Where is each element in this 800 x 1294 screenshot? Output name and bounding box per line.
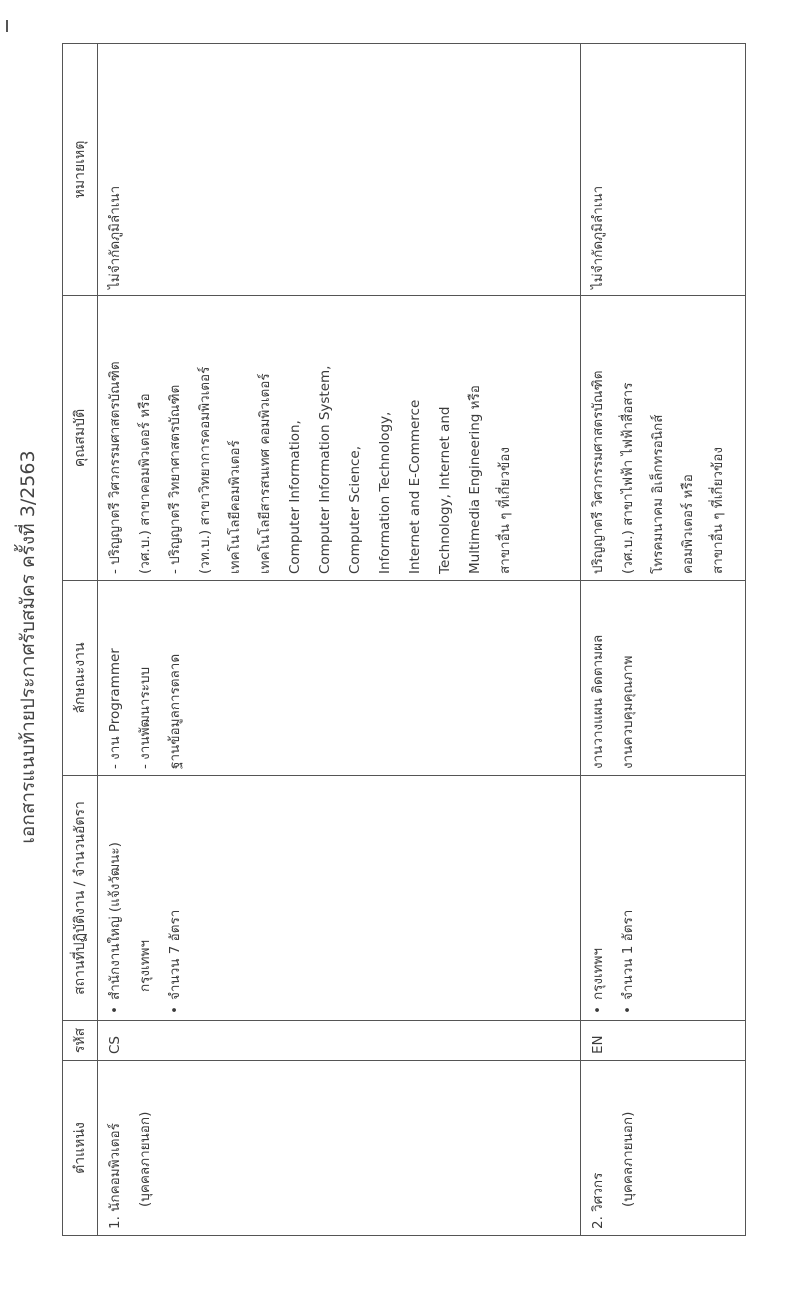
remark-cell (98, 44, 581, 296)
position-title: 2. วิศวกร (590, 1172, 606, 1229)
location-city: • กรุงเทพฯ (583, 782, 613, 1014)
job-cell (581, 581, 746, 776)
qualification-line: (วศ.บ.) สาขาไฟฟ้า ไฟฟ้าสื่อสาร (620, 382, 636, 574)
header-position: ตำแหน่ง (63, 1061, 98, 1236)
location-office: • สำนักงานใหญ่ (แจ้งวัฒนะ) (100, 782, 130, 1014)
qualification-line: (วศ.บ.) สาขาคอมพิวเตอร์ หรือ (137, 393, 153, 574)
qualification-line: เทคโนโลยีสารสนเทศ คอมพิวเตอร์ (257, 373, 273, 574)
remark-text: ไม่จำกัดภูมิลำเนา (107, 185, 123, 289)
job-line: ฐานข้อมูลการตลาด (167, 653, 183, 769)
qualification-line: Multimedia Engineering หรือ (467, 385, 483, 574)
qualification-line: Computer Science, (347, 445, 363, 574)
remark-cell (581, 44, 746, 296)
qualification-line: Information Technology, (377, 411, 393, 574)
header-location: สถานที่ปฏิบัติงาน / จำนวนอัตรา (63, 776, 98, 1021)
location-city: กรุงเทพฯ (137, 939, 153, 992)
header-qualification: คุณสมบัติ (63, 296, 98, 581)
announcement-table (62, 43, 746, 1236)
qualification-line: สาขาอื่น ๆ ที่เกี่ยวข้อง (497, 447, 513, 574)
qualification-line: โทรคมนาคม อิเล็กทรอนิกส์ (650, 414, 666, 574)
job-line: - งานพัฒนาระบบ (137, 666, 153, 769)
header-code: รหัส (63, 1021, 98, 1061)
table-header-row (63, 44, 98, 1236)
qualification-line: Internet and E-Commerce (407, 399, 423, 574)
position-count: • จำนวน 7 อัตรา (160, 782, 190, 1014)
location-cell (581, 776, 746, 1021)
location-cell (98, 776, 581, 1021)
remark-text: ไม่จำกัดภูมิลำเนา (590, 185, 606, 289)
job-line: - งาน Programmer (107, 648, 123, 769)
position-cell (98, 1061, 581, 1236)
job-line: งานควบคุมคุณภาพ (620, 655, 636, 769)
qualification-cell (98, 296, 581, 581)
qualification-line: - ปริญญาตรี วิศวกรรมศาสตรบัณฑิต (107, 361, 123, 574)
qualification-cell (581, 296, 746, 581)
position-title: 1. นักคอมพิวเตอร์ (107, 1123, 123, 1229)
job-cell (98, 581, 581, 776)
qualification-line: (วท.บ.) สาขาวิทยาการคอมพิวเตอร์ (197, 366, 213, 574)
position-count: • จำนวน 1 อัตรา (613, 782, 643, 1014)
code-cell (98, 1021, 581, 1061)
qualification-line: Technology, Internet and (437, 406, 453, 574)
qualification-line: - ปริญญาตรี วิทยาศาสตรบัณฑิต (167, 384, 183, 574)
position-type: (บุคคลภายนอก) (620, 1111, 636, 1207)
table-row (98, 44, 581, 1236)
position-code: CS (107, 1036, 123, 1054)
job-line: งานวางแผน ติดตามผล (590, 634, 606, 769)
qualification-line: เทคโนโลยีคอมพิวเตอร์ (227, 440, 243, 574)
position-type: (บุคคลภายนอก) (137, 1111, 153, 1207)
announcement-table-wrapper (62, 44, 746, 1236)
code-cell (581, 1021, 746, 1061)
qualification-line: คอมพิวเตอร์ หรือ (680, 474, 696, 574)
header-remark: หมายเหตุ (63, 44, 98, 296)
qualification-line: Computer Information System, (317, 365, 333, 574)
table-row (581, 44, 746, 1236)
position-cell (581, 1061, 746, 1236)
document-title: เอกสารแนบท้ายประกาศรับสมัคร ครั้งที่ 3/2563 (17, 450, 39, 844)
header-job: ลักษณะงาน (63, 581, 98, 776)
qualification-line: ปริญญาตรี วิศวกรรมศาสตรบัณฑิต (590, 370, 606, 574)
position-code: EN (590, 1035, 606, 1054)
qualification-line: สาขาอื่น ๆ ที่เกี่ยวข้อง (710, 447, 726, 574)
qualification-line: Computer Information, (287, 420, 303, 574)
